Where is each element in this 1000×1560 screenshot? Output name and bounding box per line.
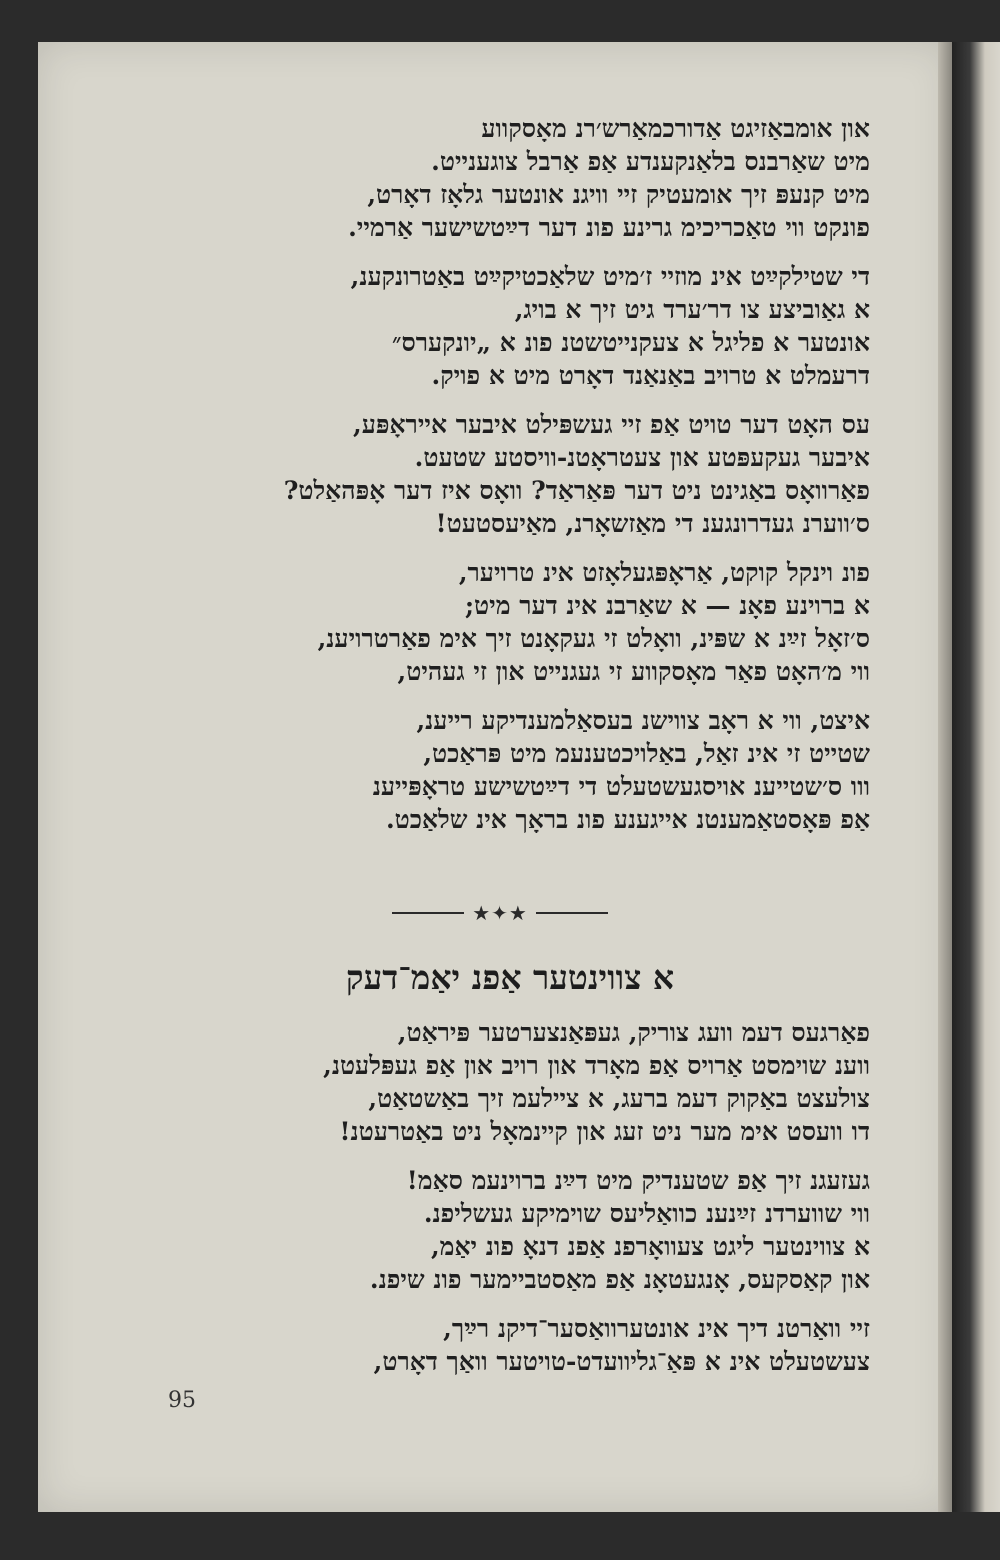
verse-line: א ברוינע פאָנ — א שאַרבנ אינ דער מיט;: [464, 591, 870, 620]
verse-line: און קאַסקעס, אָנגעטאָנ אַפ מאַסטביימער פונ שיפנ.: [369, 1265, 870, 1294]
verse-line: ס׳ווערנ געדרונגענ די מאַזשאָרנ, מאַיעסטעט!: [435, 509, 870, 538]
divider-rule-left: [392, 912, 464, 914]
adjacent-page-edge: [950, 42, 1000, 1512]
verse-line: די שטילקײַט אינ מוזיי ז׳מיט שלאַכטיקײַט באַטרונקענ,: [350, 262, 870, 291]
verse-line: ווו ס׳שטייענ אויסגעשטעלט די דײַטשישע טראָפּייענ: [372, 772, 870, 801]
verse-line: צולעצט באַקוק דעמ ברעג, א ציילעמ זיך באַשטאַט,: [368, 1084, 870, 1113]
stanza-2: [150, 260, 870, 392]
page-number: 95: [168, 1388, 196, 1413]
verse-line: פונקט ווי טאַכריכימ גרינע פונ דער דײַטשישער אַרמיי.: [348, 213, 870, 242]
verse-line: פאַרוואָס באַגינט ניט דער פּאַראַד? וואָס איז דער אָפּהאַלט?: [283, 476, 870, 505]
verse-line: א גאַוביצע צו דר׳ערד גיט זיך א בויג,: [514, 295, 870, 324]
verse-line: זיי וואַרטנ דיך אינ אונטערוואַסער־דיקנ רײַך,: [443, 1314, 870, 1343]
verse-line: איצט, ווי א ראָב צווישנ בעסאַלמענדיקע רייענ,: [416, 706, 870, 735]
verse-line: פונ וינקל קוקט, אַראָפּגעלאָזט אינ טרויער,: [458, 558, 870, 587]
page-binding: [938, 42, 952, 1512]
verse-line: דו וועסט אימ מער ניט זעג און קיינמאָל ניט באַטרעטנ!: [339, 1117, 870, 1146]
verse-line: א צווינטער ליגט צעוואָרפנ אַפנ דנאָ פונ יאַמ,: [430, 1232, 870, 1261]
stanza-4: [150, 556, 870, 688]
divider-stars: ★✦★: [472, 901, 528, 925]
section-divider: [0, 898, 1000, 928]
verse-line: דרעמלט א טרויב באַנאַנד דאָרט מיט א פויק.: [431, 361, 870, 390]
verse-line: אונטער א פליגל א צעקנייטשטנ פונ א „יונקערס״: [392, 328, 870, 357]
verse-line: מיט שאַרבנס בלאַנקענדע אַפ אַרבל צוגענייט.: [431, 147, 870, 176]
verse-line: און אומבאַזיגט אַדורכמאַרש׳רנ מאָסקווע: [481, 114, 870, 143]
stanza-5: [150, 704, 870, 836]
verse-line: מיט קנעפּ זיך אומעטיק זיי וויגנ אונטער גלאָז דאָרט,: [367, 180, 870, 209]
stanza-1: [150, 1016, 870, 1148]
verse-line: אַפ פּאָסטאַמענטנ אייגענע פונ בראָך אינ שלאַכט.: [385, 805, 870, 834]
poem-section-1: [150, 112, 870, 852]
stanza-3: [150, 1312, 870, 1378]
verse-line: ס׳זאָל זײַנ א שפּינ, וואָלט זי געקאָנט זיך אימ פאַרטרויענ,: [317, 624, 870, 653]
stanza-1: [150, 112, 870, 244]
stanza-2: [150, 1164, 870, 1296]
verse-line: פאַרגעס דעמ וועג צוריק, געפּאַנצערטער פּיראַט,: [397, 1018, 870, 1047]
stanza-3: [150, 408, 870, 540]
verse-line: ווענ שוימסט אַרויס אַפ מאָרד און רויב און אַפ געפּלעטנ,: [323, 1051, 870, 1080]
verse-line: עס האָט דער טויט אַפ זיי געשפּילט איבער אייראָפּע,: [353, 410, 870, 439]
poem-title: א צווינטער אַפנ יאַמ־דעק: [345, 958, 675, 997]
poem-section-2: [150, 1016, 870, 1394]
verse-line: ווי מ׳האָט פאַר מאָסקווע זי געגנייט און זי געהיט,: [397, 657, 870, 686]
verse-line: געזעגנ זיך אַפ שטענדיק מיט דײַנ ברוינעמ סאַמ!: [406, 1166, 870, 1195]
verse-line: איבער געקעפּטע און צעטראָטנ-וויסטע שטעט.: [414, 443, 870, 472]
verse-line: שטייט זי אינ זאַל, באַלויכטענעמ מיט פּראַכט,: [423, 739, 870, 768]
verse-line: ווי שווערדנ זײַנענ כוואַליעס שוימיקע געשליפנ.: [423, 1199, 870, 1228]
divider-rule-right: [536, 912, 608, 914]
verse-line: צעשטעלט אינ א פּאַ־גליוועדט-טויטער וואַך דאָרט,: [373, 1347, 870, 1376]
